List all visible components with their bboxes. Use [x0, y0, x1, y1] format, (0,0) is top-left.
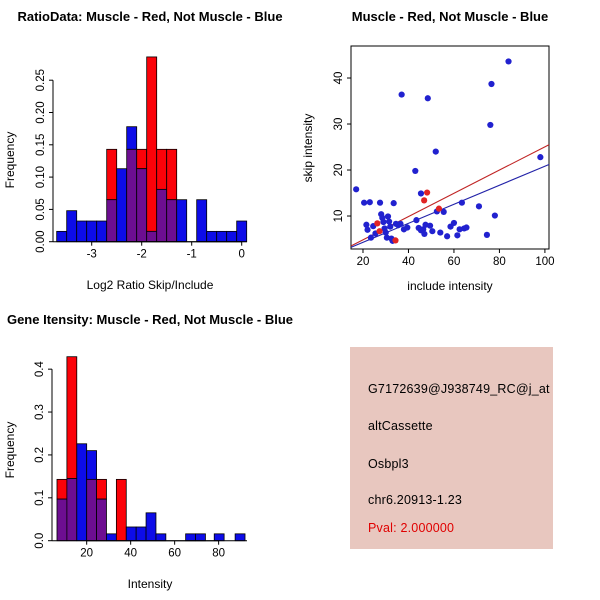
svg-text:0.1: 0.1	[34, 489, 46, 506]
svg-text:100: 100	[535, 256, 555, 268]
gene-info-panel	[350, 347, 553, 549]
svg-text:0.05: 0.05	[35, 198, 47, 221]
scatter-title: Muscle - Red, Not Muscle - Blue	[351, 9, 549, 24]
svg-text:0.10: 0.10	[35, 165, 47, 189]
scatter-xlabel: include intensity	[407, 279, 493, 293]
intensity-scatter-panel	[300, 0, 600, 300]
ratio_hist-y-axis	[35, 69, 53, 253]
pval-text: Pval: 2.000000	[368, 521, 455, 535]
svg-text:0.15: 0.15	[35, 133, 47, 156]
ratio_hist-ylabel: Frequency	[3, 131, 17, 189]
gene_hist-title: Gene Itensity: Muscle - Red, Not Muscle - Blue	[6, 312, 294, 327]
svg-text:0: 0	[238, 248, 245, 261]
svg-text:0.25: 0.25	[35, 68, 47, 92]
svg-text:20: 20	[80, 547, 94, 560]
gene_hist-y-axis	[34, 361, 52, 549]
svg-text:-1: -1	[186, 248, 197, 261]
svg-text:0.20: 0.20	[35, 101, 47, 124]
ratio-histogram-panel	[0, 0, 300, 300]
svg-text:60: 60	[168, 547, 182, 560]
gene-intensity-histogram-panel	[0, 300, 300, 600]
ratio_hist-bars	[57, 57, 247, 242]
svg-text:40: 40	[333, 71, 345, 85]
svg-text:0.3: 0.3	[34, 404, 46, 421]
gene_hist-bars	[57, 357, 245, 541]
svg-text:30: 30	[333, 117, 345, 131]
scatter-ylabel: skip intensity	[301, 113, 315, 183]
svg-text:-2: -2	[136, 248, 147, 261]
genomic-location: chr6.20913-1.23	[368, 493, 463, 507]
scatter-x-axis	[357, 249, 555, 268]
ratio_hist-x-axis	[87, 242, 245, 261]
svg-text:-3: -3	[86, 248, 97, 261]
svg-text:20: 20	[356, 256, 370, 268]
svg-text:10: 10	[333, 209, 345, 223]
svg-text:80: 80	[212, 547, 226, 560]
svg-text:0.4: 0.4	[34, 361, 46, 378]
splice-type: altCassette	[368, 419, 433, 433]
svg-text:60: 60	[447, 256, 461, 268]
gene-symbol: Osbpl3	[368, 457, 409, 471]
svg-text:80: 80	[493, 256, 506, 268]
ratio_hist-xlabel: Log2 Ratio Skip/Include	[86, 278, 214, 292]
probeset-id: G7172639@J938749_RC@j_at	[368, 382, 550, 396]
svg-text:40: 40	[124, 547, 138, 560]
scatter-points	[353, 58, 543, 244]
ratio_hist-title: RatioData: Muscle - Red, Not Muscle - Blue	[17, 9, 283, 24]
svg-text:0.00: 0.00	[35, 230, 47, 253]
gene_hist-x-axis	[80, 541, 225, 560]
svg-text:20: 20	[333, 163, 345, 177]
svg-text:0.0: 0.0	[34, 532, 46, 549]
svg-text:0.2: 0.2	[34, 446, 46, 463]
gene_hist-ylabel: Frequency	[3, 421, 17, 479]
scatter-y-axis	[333, 72, 351, 223]
gene_hist-xlabel: Intensity	[127, 577, 173, 591]
svg-text:40: 40	[402, 256, 415, 268]
